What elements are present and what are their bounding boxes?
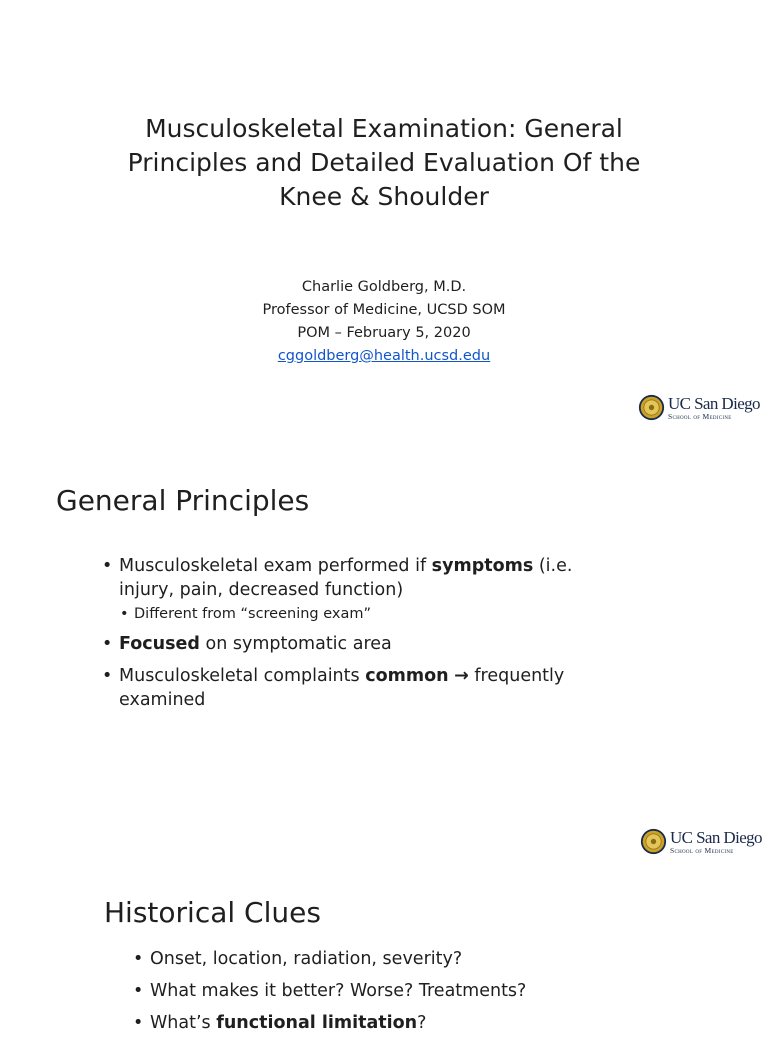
author-block [184, 276, 584, 368]
bullet-text: Musculoskeletal exam performed if [119, 556, 432, 576]
bullet-text: ? [417, 1013, 427, 1033]
ucsd-logo [638, 394, 760, 421]
bullet-emphasis: common [365, 666, 449, 686]
logo-school: School of Medicine [668, 411, 732, 421]
author-position: Professor of Medicine, UCSD SOM [262, 302, 506, 318]
bullet-emphasis: Focused [119, 634, 200, 654]
sub-list-item: • Different from “screening exam” [119, 604, 602, 624]
bullet-text: Musculoskeletal complaints [119, 666, 366, 686]
logo-name: UC San Diego [668, 393, 760, 413]
bullet-emphasis: functional limitation [216, 1013, 418, 1033]
title-line-2: Principles and Detailed Evaluation Of the [127, 148, 641, 177]
general-principles-slide [0, 440, 768, 870]
bullet-list [133, 947, 653, 1043]
ucsd-seal-icon [638, 394, 665, 421]
email-link[interactable]: cggoldberg@health.ucsd.edu [277, 348, 491, 364]
ucsd-seal-icon [640, 828, 667, 855]
course-date: POM – February 5, 2020 [297, 325, 471, 341]
list-item: • Onset, location, radiation, severity? [133, 947, 653, 971]
bullet-text: What’s [150, 1013, 217, 1033]
slide-heading: General Principles [56, 484, 310, 517]
list-item [102, 554, 602, 624]
list-item [102, 632, 602, 656]
sub-bullet-list [119, 604, 602, 624]
slide-heading: Historical Clues [104, 896, 321, 929]
logo-school: School of Medicine [670, 845, 734, 855]
ucsd-logo [640, 828, 762, 855]
bullet-list [102, 554, 602, 720]
bullet-emphasis: symptoms [431, 556, 534, 576]
list-item [133, 1011, 653, 1035]
title-slide [0, 0, 768, 440]
right-arrow-icon: → [454, 666, 469, 686]
title-line-3: Knee & Shoulder [279, 182, 489, 211]
list-item [102, 664, 602, 712]
title-line-1: Musculoskeletal Examination: General [145, 114, 623, 143]
bullet-text: frequently examined [119, 666, 565, 710]
logo-name: UC San Diego [670, 827, 762, 847]
author-name: Charlie Goldberg, M.D. [301, 279, 467, 295]
list-item: • What makes it better? Worse? Treatments? [133, 979, 653, 1003]
slide-title [84, 112, 684, 214]
bullet-text: (i.e. injury, pain, decreased function) [119, 556, 573, 600]
bullet-text: on symptomatic area [199, 634, 392, 654]
historical-clues-slide [0, 870, 768, 1033]
